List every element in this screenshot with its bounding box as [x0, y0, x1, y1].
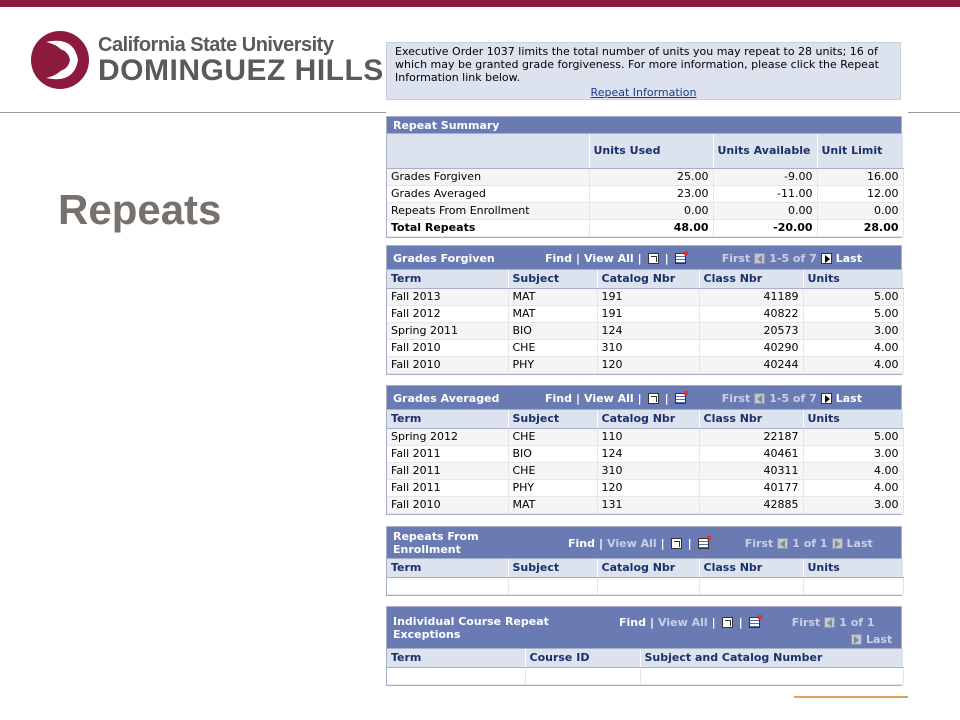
table-cell: 41189	[699, 288, 803, 305]
table-cell: 4.00	[803, 339, 903, 356]
table-cell: 0.00	[713, 202, 817, 219]
repeats-from-enrollment-table	[387, 559, 904, 595]
first-link[interactable]: First	[744, 536, 774, 550]
view-all-link[interactable]: View All	[658, 615, 708, 629]
panel-title-line2: Enrollment	[393, 543, 461, 556]
row-range: 1-5 of 7	[769, 251, 817, 265]
table-cell: CHE	[508, 428, 597, 445]
table-row	[387, 445, 903, 462]
divider-right	[908, 112, 960, 113]
table-cell: 120	[597, 356, 699, 373]
table-cell: 16.00	[817, 168, 903, 185]
logo-text-line2: DOMINGUEZ HILLS	[98, 54, 384, 87]
previous-arrow-icon[interactable]	[754, 253, 765, 264]
download-grid-icon[interactable]	[698, 538, 709, 549]
table-row-empty	[387, 667, 903, 684]
download-grid-icon[interactable]	[675, 253, 686, 264]
table-cell: CHE	[508, 339, 597, 356]
table-cell: 5.00	[803, 288, 903, 305]
table-row-empty	[387, 577, 903, 594]
column-header[interactable]: Subject and Catalog Number	[640, 649, 903, 667]
university-logo	[30, 30, 384, 92]
separator: |	[576, 251, 581, 265]
grades-forgiven-table	[387, 270, 904, 374]
zoom-icon[interactable]	[648, 393, 659, 404]
table-cell: 40244	[699, 356, 803, 373]
table-cell: 12.00	[817, 185, 903, 202]
column-header[interactable]: Term	[387, 649, 525, 667]
separator: |	[650, 615, 655, 629]
column-header: Unit Limit	[817, 134, 903, 168]
table-row	[387, 305, 903, 322]
column-header[interactable]: Term	[387, 559, 508, 577]
column-header[interactable]: Class Nbr	[699, 410, 803, 428]
panel-header	[387, 246, 901, 270]
column-header[interactable]: Catalog Nbr	[597, 270, 699, 288]
table-row	[387, 479, 903, 496]
table-row	[387, 428, 903, 445]
table-row	[387, 339, 903, 356]
table-cell: Total Repeats	[387, 219, 589, 236]
table-cell: Fall 2010	[387, 356, 508, 373]
table-cell: 310	[597, 462, 699, 479]
table-cell: 3.00	[803, 322, 903, 339]
table-cell: 28.00	[817, 219, 903, 236]
table-cell: PHY	[508, 479, 597, 496]
table-row	[387, 462, 903, 479]
table-cell: Spring 2012	[387, 428, 508, 445]
column-header[interactable]: Subject	[508, 270, 597, 288]
table-cell: 191	[597, 305, 699, 322]
separator: |	[711, 615, 716, 629]
table-cell: BIO	[508, 445, 597, 462]
table-cell: 40177	[699, 479, 803, 496]
table-cell: 20573	[699, 322, 803, 339]
separator: |	[687, 536, 692, 550]
column-header[interactable]: Catalog Nbr	[597, 410, 699, 428]
row-range: 1 of 1	[792, 536, 828, 550]
table-cell: 22187	[699, 428, 803, 445]
panel-title-line1: Individual Course Repeat	[393, 615, 549, 628]
table-cell: 310	[597, 339, 699, 356]
next-arrow-icon[interactable]	[821, 253, 832, 264]
last-link[interactable]: Last	[835, 391, 862, 405]
repeat-summary-panel	[386, 116, 902, 238]
zoom-icon[interactable]	[671, 538, 682, 549]
separator: |	[637, 251, 642, 265]
table-cell: CHE	[508, 462, 597, 479]
grid-navigation	[545, 386, 862, 410]
panel-header	[387, 527, 901, 559]
partial-tab-edge	[794, 696, 908, 720]
grid-navigation-line2	[847, 631, 892, 647]
table-header-row	[387, 559, 903, 577]
table-cell: Grades Forgiven	[387, 168, 589, 185]
next-arrow-icon[interactable]	[832, 538, 843, 549]
find-link[interactable]: Find	[545, 251, 572, 265]
column-header	[387, 134, 589, 168]
panel-title-line1: Repeats From	[393, 530, 479, 543]
table-cell: 5.00	[803, 305, 903, 322]
repeat-policy-notice	[386, 42, 901, 100]
table-cell: Fall 2011	[387, 445, 508, 462]
find-link[interactable]: Find	[568, 536, 595, 550]
find-link[interactable]: Find	[619, 615, 646, 629]
column-header: Units Used	[589, 134, 713, 168]
panel-title	[393, 530, 479, 556]
column-header[interactable]: Term	[387, 410, 508, 428]
table-cell: 40822	[699, 305, 803, 322]
panel-header	[387, 386, 901, 410]
last-link[interactable]: Last	[846, 536, 873, 550]
panel-title: Grades Averaged	[393, 392, 500, 405]
table-cell: BIO	[508, 322, 597, 339]
separator: |	[637, 391, 642, 405]
zoom-icon[interactable]	[722, 617, 733, 628]
next-arrow-icon[interactable]	[821, 393, 832, 404]
first-link[interactable]: First	[791, 615, 821, 629]
table-row	[387, 202, 903, 219]
table-cell: -20.00	[713, 219, 817, 236]
panel-title	[393, 615, 549, 641]
table-cell: 131	[597, 496, 699, 513]
table-cell: 48.00	[589, 219, 713, 236]
column-header[interactable]: Units	[803, 410, 903, 428]
view-all-link[interactable]: View All	[584, 251, 634, 265]
repeat-information-link[interactable]: Repeat Information	[590, 86, 697, 99]
table-cell: Fall 2012	[387, 305, 508, 322]
panel-title: Grades Forgiven	[393, 252, 495, 265]
table-cell: 4.00	[803, 356, 903, 373]
table-cell: 0.00	[817, 202, 903, 219]
previous-arrow-icon[interactable]	[754, 393, 765, 404]
grid-navigation	[619, 613, 875, 631]
separator: |	[664, 391, 669, 405]
column-header[interactable]: Class Nbr	[699, 559, 803, 577]
panel-header	[387, 117, 901, 134]
previous-arrow-icon[interactable]	[824, 617, 835, 628]
table-cell: 40311	[699, 462, 803, 479]
table-cell: 191	[597, 288, 699, 305]
csudh-logo-icon	[30, 30, 90, 90]
table-cell: MAT	[508, 288, 597, 305]
view-all-link[interactable]: View All	[584, 391, 634, 405]
table-cell: 4.00	[803, 462, 903, 479]
download-grid-icon[interactable]	[675, 393, 686, 404]
first-link[interactable]: First	[721, 391, 751, 405]
table-cell: Fall 2010	[387, 339, 508, 356]
view-all-link[interactable]: View All	[607, 536, 657, 550]
table-cell: 4.00	[803, 479, 903, 496]
table-cell: 120	[597, 479, 699, 496]
column-header[interactable]: Subject	[508, 410, 597, 428]
column-header[interactable]: Units	[803, 270, 903, 288]
table-cell: MAT	[508, 305, 597, 322]
separator: |	[660, 536, 665, 550]
top-brand-bar	[0, 0, 960, 7]
panel-title-line2: Exceptions	[393, 628, 461, 641]
row-range: 1 of 1	[839, 615, 875, 629]
table-header-row	[387, 270, 903, 288]
notice-text: Executive Order 1037 limits the total number of units you may repeat to 28 units; 16 of which may be granted grade forgiveness. For more information, please click the Repeat Information link below.	[395, 45, 879, 84]
table-cell: 40461	[699, 445, 803, 462]
table-cell: 3.00	[803, 445, 903, 462]
repeats-from-enrollment-panel	[386, 526, 902, 596]
column-header[interactable]: Units	[803, 559, 903, 577]
course-repeat-exceptions-table	[387, 649, 904, 685]
table-cell: 5.00	[803, 428, 903, 445]
table-row	[387, 288, 903, 305]
table-cell: 3.00	[803, 496, 903, 513]
grid-navigation	[568, 527, 873, 559]
table-cell: 110	[597, 428, 699, 445]
panel-title: Repeat Summary	[393, 119, 500, 132]
table-cell: Spring 2011	[387, 322, 508, 339]
divider-left	[0, 112, 386, 113]
column-header: Units Available	[713, 134, 817, 168]
zoom-icon[interactable]	[648, 253, 659, 264]
separator: |	[599, 536, 604, 550]
table-cell: 40290	[699, 339, 803, 356]
logo-text-line1: California State University	[98, 34, 334, 56]
grades-forgiven-panel	[386, 245, 902, 375]
separator: |	[664, 251, 669, 265]
next-arrow-icon[interactable]	[851, 634, 862, 645]
column-header[interactable]: Course ID	[525, 649, 640, 667]
row-range: 1-5 of 7	[769, 391, 817, 405]
table-header-row	[387, 134, 903, 168]
table-cell: 23.00	[589, 185, 713, 202]
column-header[interactable]: Catalog Nbr	[597, 559, 699, 577]
column-header[interactable]: Term	[387, 270, 508, 288]
page-title: Repeats	[58, 186, 222, 233]
course-repeat-exceptions-panel	[386, 606, 902, 686]
repeat-summary-table	[387, 134, 904, 237]
last-link[interactable]: Last	[866, 632, 893, 646]
table-row	[387, 168, 903, 185]
table-header-row	[387, 649, 903, 667]
table-cell: Fall 2013	[387, 288, 508, 305]
table-cell: Grades Averaged	[387, 185, 589, 202]
table-header-row	[387, 410, 903, 428]
separator: |	[576, 391, 581, 405]
previous-arrow-icon[interactable]	[777, 538, 788, 549]
download-grid-icon[interactable]	[749, 617, 760, 628]
table-row	[387, 185, 903, 202]
grades-averaged-panel	[386, 385, 902, 515]
table-cell: -9.00	[713, 168, 817, 185]
panel-header	[387, 607, 901, 649]
table-cell: 124	[597, 445, 699, 462]
separator: |	[738, 615, 743, 629]
table-cell: PHY	[508, 356, 597, 373]
grid-navigation	[545, 246, 862, 270]
table-cell: 124	[597, 322, 699, 339]
table-cell: Fall 2011	[387, 479, 508, 496]
table-row-total	[387, 219, 903, 236]
table-cell: Fall 2011	[387, 462, 508, 479]
find-link[interactable]: Find	[545, 391, 572, 405]
table-cell: MAT	[508, 496, 597, 513]
column-header[interactable]: Subject	[508, 559, 597, 577]
column-header[interactable]: Class Nbr	[699, 270, 803, 288]
table-cell: -11.00	[713, 185, 817, 202]
table-row	[387, 356, 903, 373]
table-cell: 42885	[699, 496, 803, 513]
first-link[interactable]: First	[721, 251, 751, 265]
grades-averaged-table	[387, 410, 904, 514]
table-row	[387, 322, 903, 339]
table-cell: 0.00	[589, 202, 713, 219]
table-cell: Repeats From Enrollment	[387, 202, 589, 219]
table-cell: Fall 2010	[387, 496, 508, 513]
last-link[interactable]: Last	[835, 251, 862, 265]
table-cell: 25.00	[589, 168, 713, 185]
table-row	[387, 496, 903, 513]
